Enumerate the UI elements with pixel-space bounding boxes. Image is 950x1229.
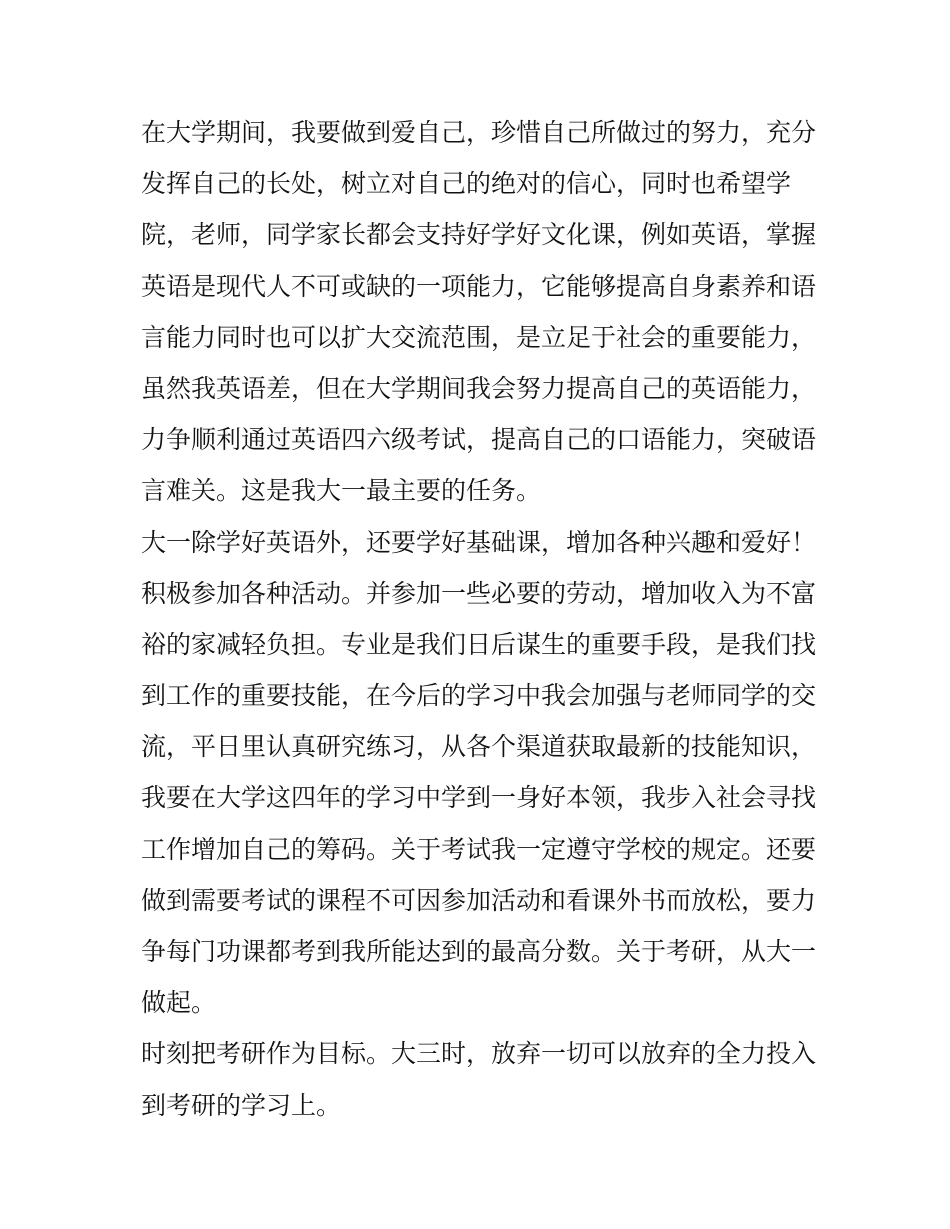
text-line: 力争顺利通过英语四六级考试，提高自己的口语能力，突破语	[141, 425, 817, 455]
text-line: 我要在大学这四年的学习中学到一身好本领，我步入社会寻找	[141, 783, 817, 813]
text-line: 英语是现代人不可或缺的一项能力，它能够提高自身素养和语	[141, 271, 817, 301]
text-line: 争每门功课都考到我所能达到的最高分数。关于考研，从大一	[141, 937, 817, 966]
body-text	[141, 107, 821, 1131]
text-line: 裕的家减轻负担。专业是我们日后谋生的重要手段，是我们找	[141, 629, 817, 659]
text-line: 大一除学好英语外，还要学好基础课，增加各种兴趣和爱好！	[141, 527, 817, 557]
text-line: 做到需要考试的课程不可因参加活动和看课外书而放松，要力	[141, 885, 817, 915]
text-line: 工作增加自己的筹码。关于考试我一定遵守学校的规定。还要	[141, 834, 817, 864]
text-line: 时刻把考研作为目标。大三时，放弃一切可以放弃的全力投入	[141, 1039, 817, 1069]
text-line: 到考研的学习上。	[141, 1090, 342, 1120]
text-line: 积极参加各种活动。并参加一些必要的劳动，增加收入为不富	[141, 578, 817, 608]
text-line: 流，平日里认真研究练习，从各个渠道获取最新的技能知识，	[141, 732, 817, 762]
text-line: 到工作的重要技能，在今后的学习中我会加强与老师同学的交	[141, 681, 817, 711]
text-line: 做起。	[141, 988, 217, 1018]
text-line: 言能力同时也可以扩大交流范围，是立足于社会的重要能力，	[141, 322, 817, 352]
text-line: 发挥自己的长处，树立对自己的绝对的信心，同时也希望学	[141, 169, 792, 199]
text-line: 院，老师，同学家长都会支持好学好文化课，例如英语，掌握	[141, 220, 817, 250]
text-line: 在大学期间，我要做到爱自己，珍惜自己所做过的努力，充分	[141, 118, 817, 147]
text-line: 虽然我英语差，但在大学期间我会努力提高自己的英语能力，	[141, 373, 817, 403]
text-line: 言难关。这是我大一最主要的任务。	[141, 476, 542, 506]
